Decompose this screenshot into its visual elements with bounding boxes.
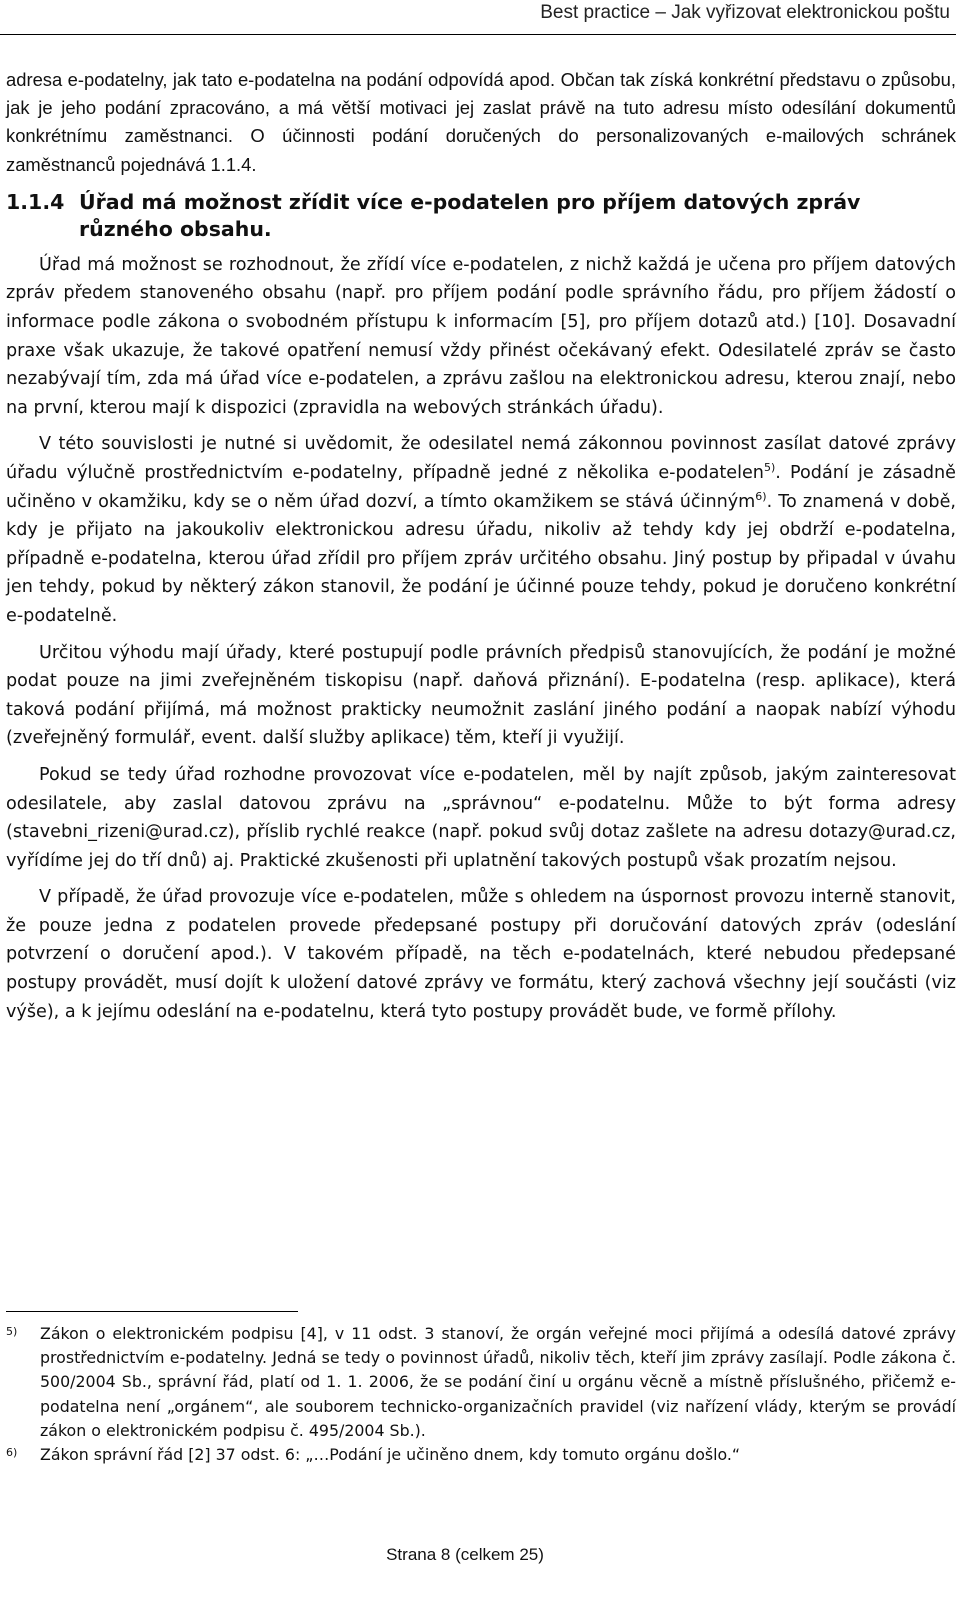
paragraph-1: Úřad má možnost se rozhodnout, že zřídí více e-podatelen, z nichž každá je učena pro příjem datových zpráv předem stanoveného obsahu (např. pro příjem podání podle správního řádu, pro příjem žádostí o informace podle zákona o svobodném přístupu k informacím [5], pro příjem dotazů atd.) [10]. Dosavadní praxe však ukazuje, že takové opatření nemusí vždy přinést očekávaný efekt. Odesilatelé zpráv se často nezabývají tím, zda má úřad více e-podatelen, a zprávu zašlou na elektronickou adresu, kterou znají, nebo na první, kterou mají k dispozici (zpravidla na webových stránkách úřadu).	[6, 254, 956, 418]
page-footer	[0, 1545, 930, 1565]
page-content	[6, 66, 956, 1026]
paragraph-2-part-a: V této souvislosti je nutné si uvědomit, že odesilatel nemá zákonnou povinnost zasílat datové zprávy úřadu výlučně prostřednictvím e-podatelny, případně jedné z několika e-podatelen	[6, 434, 956, 483]
footnote-text: Zákon o elektronickém podpisu [4], v 11 odst. 3 stanoví, že orgán veřejné moci přijímá a odesílá datové zprávy prostřednictvím e-podatelny. Jedná se tedy o povinnost úřadů, nikoliv těch, kteří jim zprávy zasílají. Podle zákona č. 500/2004 Sb., správní řád, platí od 1. 1. 2006, že se podání činí u orgánu věcně a místně příslušného, přičemž e-podatelna není „orgánem“, ale souborem technicko-organizačních pravidel (viz nařízení vlády, kterým se provádí zákon o elektronickém podpisu č. 495/2004 Sb.).	[40, 1324, 956, 1440]
paragraph-4: Pokud se tedy úřad rozhodne provozovat více e-podatelen, měl by najít způsob, jakým zainteresovat odesilatele, aby zaslal datovou zprávu na „správnou“ e-podatelnu. Může to být forma adresy (stavebni_rizeni@urad.cz), příslib rychlé reakce (např. pokud svůj dotaz zašlete na adresu dotazy@urad.cz, vyřídíme jej do tří dnů) aj. Praktické zkušenosti při uplatnění takových postupů však prozatím nejsou.	[6, 764, 956, 871]
footnote-mark: 5)	[6, 1325, 18, 1338]
footnote-text: Zákon správní řád [2] 37 odst. 6: „…Podání je učiněno dnem, kdy tomuto orgánu došlo.“	[40, 1445, 741, 1465]
footnote-mark: 6)	[6, 1446, 18, 1460]
header-title: Best practice – Jak vyřizovat elektronickou poštu	[540, 2, 950, 23]
page-number: Strana 8 (celkem 25)	[386, 1545, 544, 1564]
section-heading	[6, 189, 956, 243]
footnote-ref-6: 6)	[755, 489, 767, 503]
section-number: 1.1.4	[6, 189, 65, 214]
paragraph-continued: adresa e-podatelny, jak tato e-podatelna na podání odpovídá apod. Občan tak získá konkrétní představu o způsobu, jak je jeho podání zpracováno, a má větší motivaci jej zaslat právě na tuto adresu místo odesílání dokumentů konkrétnímu zaměstnanci. O účinnosti podání doručených do personalizovaných e-mailových schránek zaměstnanců pojednává 1.1.4.	[6, 69, 956, 175]
paragraph-3: Určitou výhodu mají úřady, které postupují podle právních předpisů stanovujících, že podání je možné podat pouze na jimi zveřejněném tiskopisu (např. daňová přiznání). E-podatelna (resp. aplikace), která taková podání přijímá, má možnost prakticky neumožnit zaslání jiného podání a naopak nabízí výhodu (zveřejněný formulář, event. další služby aplikace) těm, kteří ji využijí.	[6, 642, 956, 749]
paragraph-2-part-b: . Podání je zásadně učiněno v okamžiku, kdy se o něm úřad dozví, a tímto okamžikem se stává účinným	[6, 462, 956, 512]
footnotes	[6, 1322, 956, 1467]
paragraph-2-part-c: . To znamená v době, kdy je přijato na jakoukoliv elektronickou adresu úřadu, nikoliv až tehdy kdy jej obdrží e-podatelna, případně e-podatelna, kterou úřad zřídil pro příjem zpráv určitého obsahu. Jiný postup by připadal v úvahu jen tehdy, pokud by některý zákon stanovil, že podání je účinné pouze tehdy, pokud je doručeno konkrétní e-podatelně.	[6, 491, 956, 626]
footnote-5	[6, 1322, 956, 1443]
footnote-6	[6, 1443, 956, 1467]
footnote-ref-5: 5)	[763, 460, 776, 474]
paragraph-2	[6, 430, 956, 630]
footnote-separator	[6, 1311, 298, 1312]
page-header	[0, 0, 956, 35]
section-title: Úřad má možnost zřídit více e-podatelen pro příjem datových zpráv různého obsahu.	[79, 189, 861, 241]
paragraph-5: V případě, že úřad provozuje více e-podatelen, může s ohledem na úspornost provozu interně stanovit, že pouze jedna z podatelen provede předepsané postupy při doručování datových zpráv (odeslání potvrzení o doručení apod.). V takovém případě, na těch e-podatelnách, které nebudou předepsané postupy provádět, musí dojít k uložení datové zprávy ve formátu, který zachová všechny její součásti (viz výše), a k jejímu odeslání na e-podatelnu, která tyto postupy provádět bude, ve formě přílohy.	[6, 887, 956, 1022]
